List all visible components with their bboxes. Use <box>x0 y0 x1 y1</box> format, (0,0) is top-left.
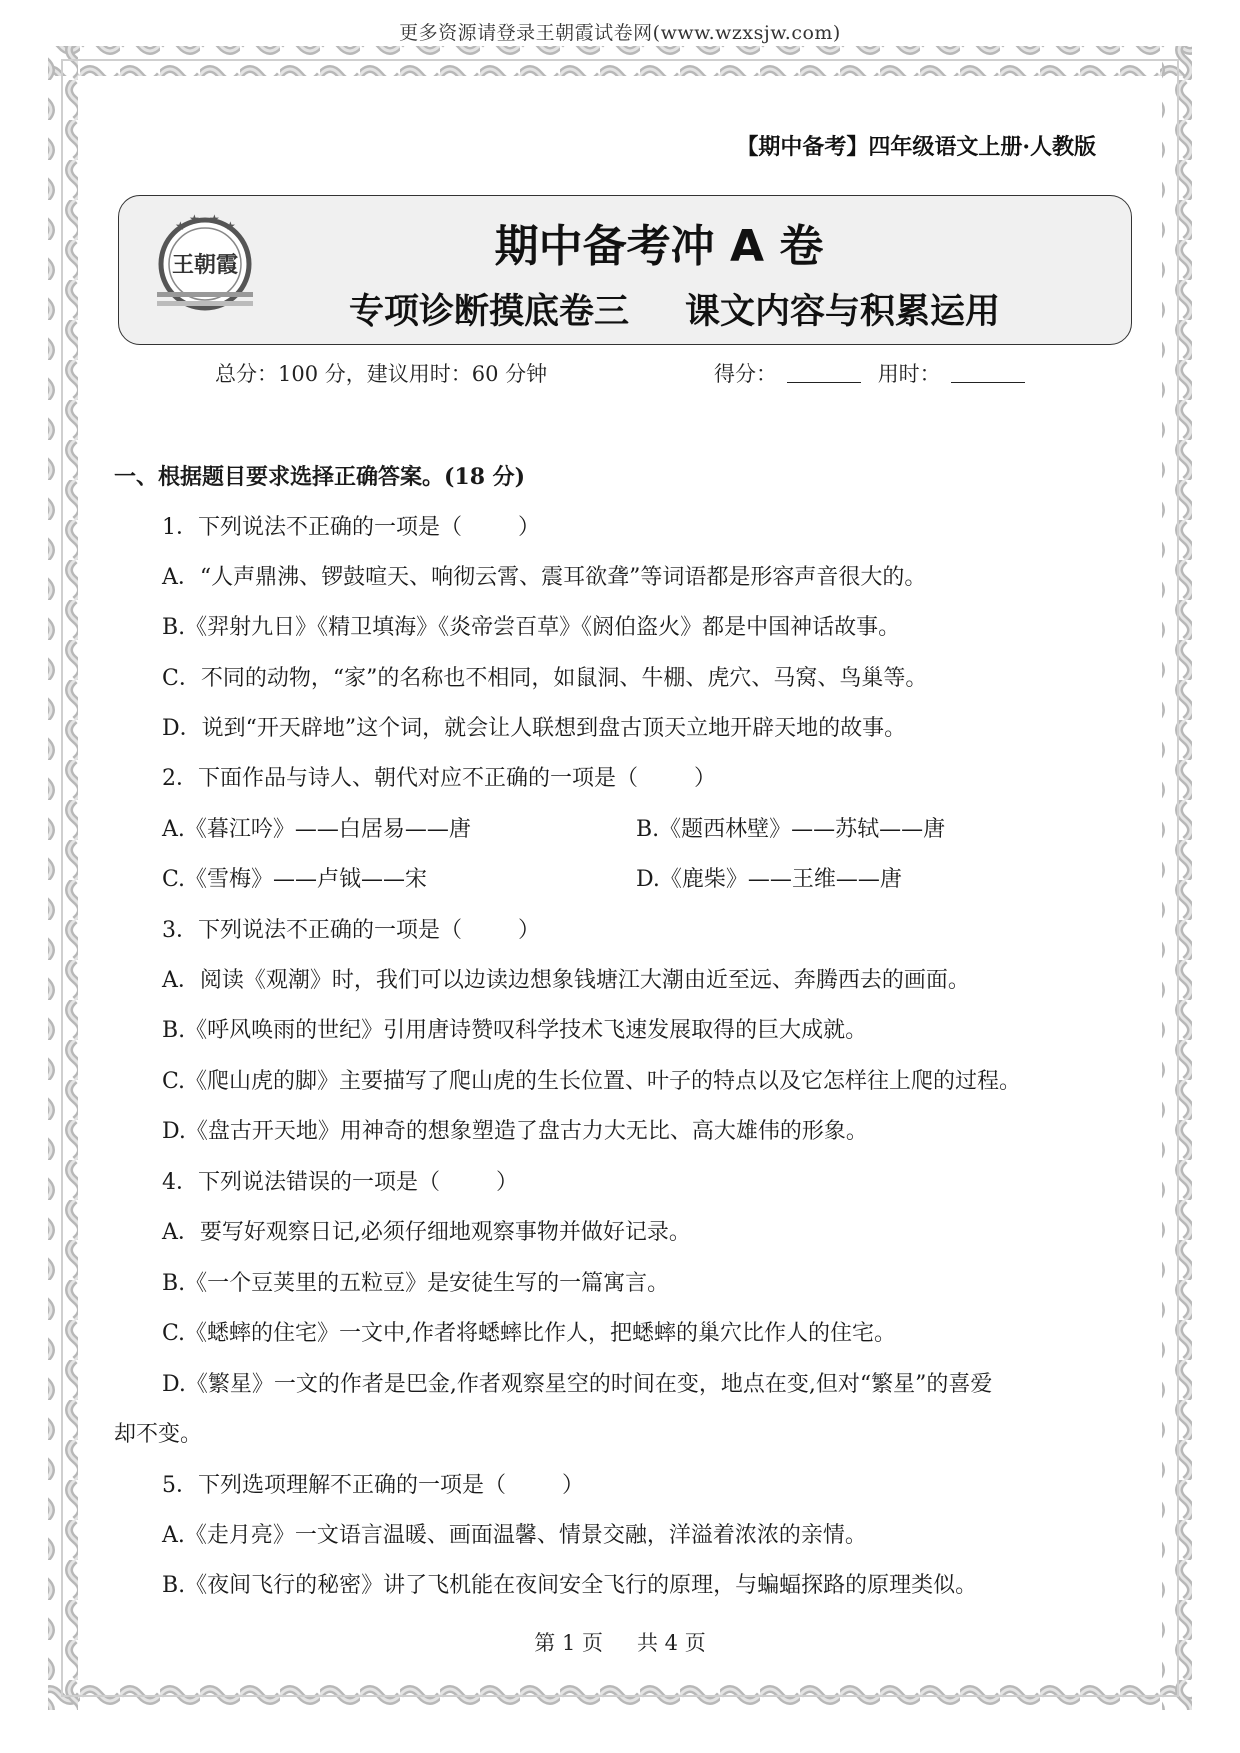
q1-option-b: B.《羿射九日》《精卫填海》《炎帝尝百草》《阏伯盗火》都是中国神话故事。 <box>162 615 901 640</box>
q5-option-a: A.《走月亮》一文语言温暖、画面温馨、情景交融，洋溢着浓浓的亲情。 <box>162 1523 867 1548</box>
score-info: 总分：100 分，建议用时：60 分钟 <box>215 362 548 386</box>
q2-close: ） <box>694 766 717 791</box>
wangzhaoxia-logo <box>153 214 257 318</box>
edition-label: 【期中备考】四年级语文上册·人教版 <box>736 134 1096 160</box>
total-pages: 共 4 页 <box>637 1631 706 1655</box>
svg-text:王朝霞: 王朝霞 <box>171 252 239 278</box>
q1-option-d: D．说到“开天辟地”这个词，就会让人联想到盘古顶天立地开辟天地的故事。 <box>162 716 907 741</box>
q4-option-a: A．要写好观察日记,必须仔细地观察事物并做好记录。 <box>162 1220 691 1245</box>
svg-text:★: ★ <box>225 219 236 233</box>
svg-text:★: ★ <box>175 219 186 233</box>
subtitle-part-b: 课文内容与积累运用 <box>685 292 1001 332</box>
q3-option-a: A．阅读《观潮》时，我们可以边读边想象钱塘江大潮由近至远、奔腾西去的画面。 <box>162 968 970 993</box>
score-label: 得分： <box>714 362 777 386</box>
question-stem <box>162 1468 584 1499</box>
time-label: 用时： <box>877 362 941 386</box>
q4-option-c: C.《蟋蟀的住宅》一文中,作者将蟋蟀比作人，把蟋蟀的巢穴比作人的住宅。 <box>162 1321 897 1346</box>
question-stem <box>162 510 540 541</box>
subtitle-part-a: 专项诊断摸底卷三 <box>349 292 630 332</box>
q2-option-d: D.《鹿柴》——王维——唐 <box>636 867 902 892</box>
q4-option-d: D.《繁星》一文的作者是巴金,作者观察星空的时间在变，地点在变,但对“繁星”的喜爱 <box>162 1372 993 1397</box>
section-title: 一、根据题目要求选择正确答案。(18 分) <box>114 464 526 490</box>
q3-option-c: C.《爬山虎的脚》主要描写了爬山虎的生长位置、叶子的特点以及它怎样往上爬的过程。 <box>162 1069 1022 1094</box>
q4-option-b: B.《一个豆荚里的五粒豆》是安徒生写的一篇寓言。 <box>162 1271 670 1296</box>
question-stem <box>162 761 716 792</box>
q5-close: ） <box>562 1473 585 1498</box>
exam-title: 期中备考冲 A 卷 <box>494 221 824 272</box>
title-banner <box>118 195 1132 345</box>
top-resource-note: 更多资源请登录王朝霞试卷网(www.wzxsjw.com) <box>399 22 841 44</box>
q5-stem: 5．下列选项理解不正确的一项是（ <box>162 1473 506 1498</box>
q3-close: ） <box>518 918 541 943</box>
q1-option-c: C．不同的动物，“家”的名称也不相同，如鼠洞、牛棚、虎穴、马窝、鸟巢等。 <box>162 666 928 691</box>
question-stem <box>162 913 540 944</box>
q3-stem: 3．下列说法不正确的一项是（ <box>162 918 462 943</box>
q4-stem: 4．下列说法错误的一项是（ <box>162 1170 440 1195</box>
question-stem <box>162 1165 518 1196</box>
q1-close: ） <box>518 515 541 540</box>
q2-option-a: A.《暮江吟》——白居易——唐 <box>162 817 471 842</box>
svg-text:★: ★ <box>209 214 220 226</box>
q1-stem: 1．下列说法不正确的一项是（ <box>162 515 462 540</box>
score-blank[interactable] <box>787 362 861 383</box>
svg-text:★: ★ <box>189 214 200 226</box>
q2-option-b: B.《题西林壁》——苏轼——唐 <box>636 817 946 842</box>
q1-option-a: A．“人声鼎沸、锣鼓喧天、响彻云霄、震耳欲聋”等词语都是形容声音很大的。 <box>162 565 927 590</box>
q5-option-b: B.《夜间飞行的秘密》讲了飞机能在夜间安全飞行的原理，与蝙蝠探路的原理类似。 <box>162 1573 978 1598</box>
score-blanks <box>714 358 1035 388</box>
page-number <box>0 1627 1240 1657</box>
q2-option-c: C.《雪梅》——卢钺——宋 <box>162 867 428 892</box>
time-blank[interactable] <box>951 362 1025 383</box>
q4-option-d-cont: 却不变。 <box>114 1422 203 1447</box>
q3-option-d: D.《盘古开天地》用神奇的想象塑造了盘古力大无比、高大雄伟的形象。 <box>162 1119 868 1144</box>
q4-close: ） <box>496 1170 519 1195</box>
q2-stem: 2．下面作品与诗人、朝代对应不正确的一项是（ <box>162 766 638 791</box>
q3-option-b: B.《呼风唤雨的世纪》引用唐诗赞叹科学技术飞速发展取得的巨大成就。 <box>162 1018 868 1043</box>
current-page: 第 1 页 <box>534 1631 603 1655</box>
exam-subtitle <box>349 284 1000 334</box>
